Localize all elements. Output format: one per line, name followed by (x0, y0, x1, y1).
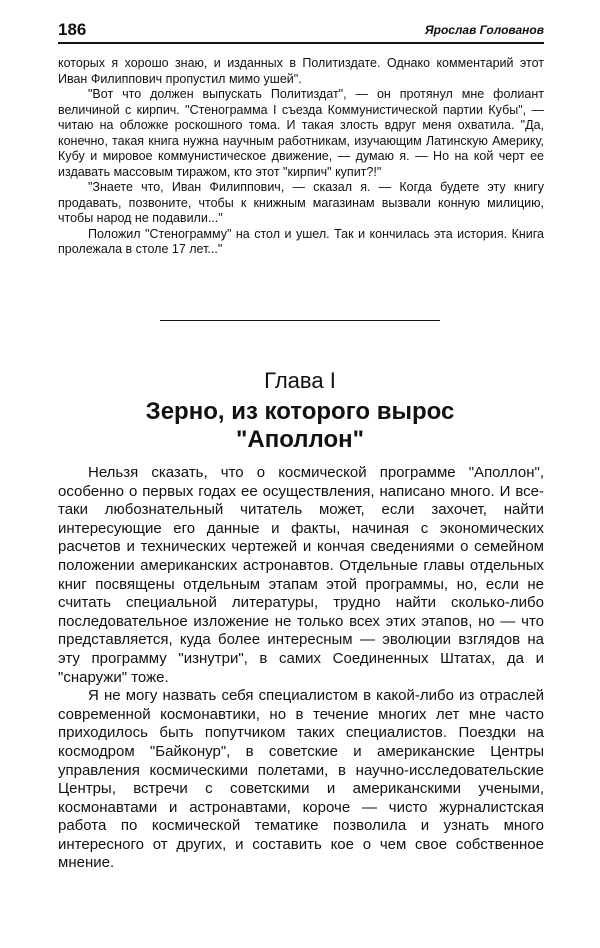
chapter-title-line: "Аполлон" (236, 426, 364, 453)
running-header (58, 20, 544, 44)
chapter-title (0, 398, 600, 454)
previous-chapter-ending (58, 56, 544, 258)
section-divider (160, 320, 440, 321)
running-author: Ярослав Голованов (424, 23, 544, 37)
paragraph: Положил "Стенограмму" на стол и ушел. Так и кончилась эта история. Книга пролежала в столе 17 лет..." (58, 226, 544, 256)
paragraph: "Знаете что, Иван Филиппович, — сказал я. — Когда будете эту книгу продавать, позвоните, чтобы к книжным магазинам вызвали конную милицию, чтобы народ не подавили..." (58, 180, 544, 225)
paragraph: "Вот что должен выпускать Политиздат", — он протянул мне фолиант величиной с кирпич. "Стенограмма I съезда Коммунистической партии Кубы", — читаю на обложке роскошного тома. И такая злость вдруг меня охватила. "Да, конечно, такая книга нужна научным работникам, изучающим Латинскую Америку, Кубу и мировое коммунистическое движение, — думаю я. — Но на кой черт ее издавать массовым тиражом, кто этот "кирпич" купит?!" (58, 87, 544, 179)
chapter-title-line: Зерно, из которого вырос (145, 398, 455, 425)
paragraph: Нельзя сказать, что о космической программе "Аполлон", особенно о первых годах ее осуществления, написано много. И все-таки любознательный читатель может, если захочет, найти интересующие его данные и факты, начиная с экономических расчетов и технических чертежей и кончая сведениями о семейном положении американских астронавтов. Отдельные главы отдельных книг посвящены отдельным этапам этой программы, но, если не считать специальной литературы, трудно найти сколько-либо последовательное изложение не только всех этих этапов, но — что представляется, куда более интересным — эволюции взглядов на эту программу "изнутри", в самих Соединенных Штатах, да и "снаружи" тоже. (58, 464, 544, 686)
chapter-body (58, 464, 544, 873)
paragraph: которых я хорошо знаю, и изданных в Политиздате. Однако комментарий этот Иван Филиппович пропустил мимо ушей". (58, 56, 544, 86)
page-number: 186 (58, 20, 87, 39)
paragraph: Я не могу назвать себя специалистом в какой-либо из отраслей современной космонавтики, но в течение многих лет мне часто приходилось быть попутчиком таких специалистов. Поездки на космодром "Байконур", в советские и американские Центры управления космическими полетами, в научно-исследовательские Центры, встречи с советскими и американскими учеными, космонавтами и астронавтами, короче — чисто журналистская работа по космической тематике позволила и узнать много интересного от других, и составить кое о чем свое собственное мнение. (58, 687, 544, 872)
chapter-label: Глава I (264, 368, 336, 393)
